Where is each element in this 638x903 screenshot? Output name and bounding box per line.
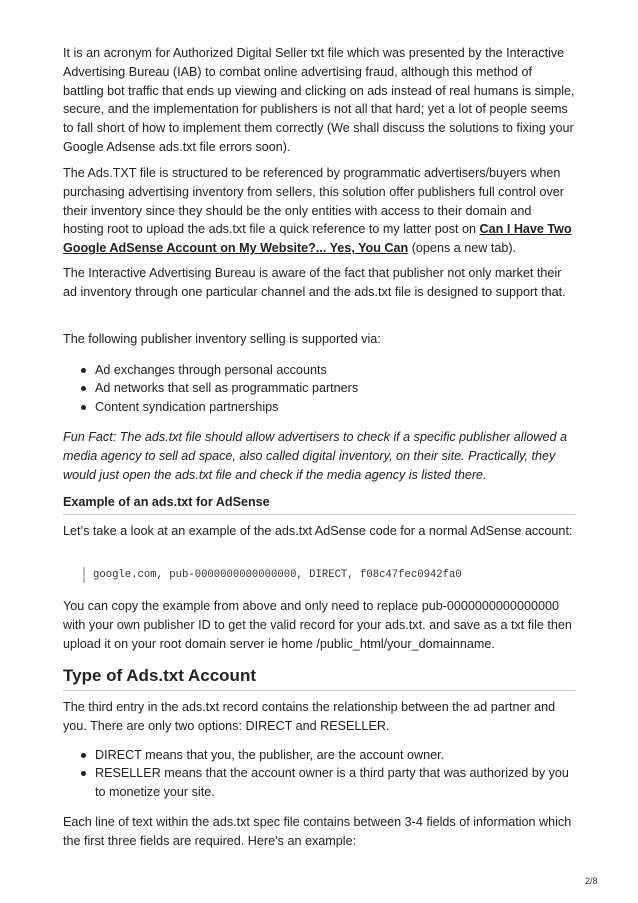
account-type-list: [63, 746, 575, 801]
paragraph-structure-text: The Ads.TXT file is structured to be referenced by programmatic advertisers/buyers when purchasing advertising inventory from sellers, this solution offer publishers full control over their inventory since they should be the only entities with access to their domain and hosting root to upload the ads.txt file a quick reference to my latter post on: [63, 166, 564, 237]
bullet-icon: [81, 386, 86, 391]
bullet-icon: [81, 368, 86, 373]
list-item-text: Ad exchanges through personal accounts: [95, 363, 327, 377]
paragraph-replace: You can copy the example from above and only need to replace pub-0000000000000000 with your own publisher ID to get the valid record for your ads.txt. and save as a txt file then upload it on your root domain server ie home /public_html/your_domainname.: [63, 599, 572, 651]
paragraph-fields: Each line of text within the ads.txt spec file contains between 3-4 fields of information which the first three fields are required. Here’s an example:: [63, 815, 572, 848]
list-item: [63, 398, 358, 416]
bullet-icon: [81, 753, 86, 758]
bullet-icon: [81, 405, 86, 410]
bullet-icon: [81, 771, 86, 776]
related-post-link[interactable]: Can I Have Two Google AdSense Account on My Website?... Yes, You Can: [63, 222, 572, 256]
section-heading-example: Example of an ads.txt for AdSense: [63, 495, 270, 509]
paragraph-iab: The Interactive Advertising Bureau is aware of the fact that publisher not only market their ad inventory through one particular channel and the ads.txt file is designed to support that.: [63, 266, 566, 299]
supported-list: [63, 361, 358, 416]
heading-divider: [63, 690, 575, 691]
paragraph-structure: [63, 164, 575, 258]
page-number: 2/8: [585, 876, 598, 886]
list-item-text: RESELLER means that the account owner is a third party that was authorized by you to monetize your site.: [95, 766, 569, 799]
paragraph-structure-suffix: (opens a new tab).: [408, 241, 517, 256]
paragraph-supported: The following publisher inventory selling is supported via:: [63, 332, 381, 346]
list-item: [63, 764, 575, 801]
heading-divider: [63, 514, 575, 515]
list-item-text: DIRECT means that you, the publisher, are the account owner.: [95, 748, 445, 762]
paragraph-relationship: The third entry in the ads.txt record contains the relationship between the ad partner and you. There are only two options: DIRECT and RESELLER.: [63, 700, 556, 733]
list-item-text: Content syndication partnerships: [95, 399, 279, 414]
list-item: [63, 361, 358, 379]
list-item-text: Ad networks that sell as programmatic partners: [95, 381, 359, 396]
fun-fact: Fun Fact: The ads.txt file should allow advertisers to check if a specific publisher allowed a media agency to sell ad space, also called digital inventory, on their site. Practically, they would just open the ads.txt file and check if the media agency is listed there.: [63, 430, 567, 482]
code-block: google.com, pub-0000000000000000, DIRECT, f08c47fec0942fa0: [83, 567, 462, 583]
paragraph-example-intro: Let’s take a look at an example of the ads.txt AdSense code for a normal AdSense account:: [63, 524, 573, 538]
section-heading-type: Type of Ads.txt Account: [63, 666, 256, 685]
list-item: [63, 379, 358, 397]
paragraph-intro: It is an acronym for Authorized Digital Seller txt file which was presented by the Interactive Advertising Bureau (IAB) to combat online advertising fraud, although this method of battling bot traffic that ends up viewing and clicking on ads instead of real humans is simple, secure, and the implementation for publishers is not all that hard; yet a lot of people seems to fall short of how to implement them correctly (We shall discuss the solutions to fixing your Google Adsense ads.txt file errors soon).: [63, 46, 575, 154]
list-item: [63, 746, 575, 764]
